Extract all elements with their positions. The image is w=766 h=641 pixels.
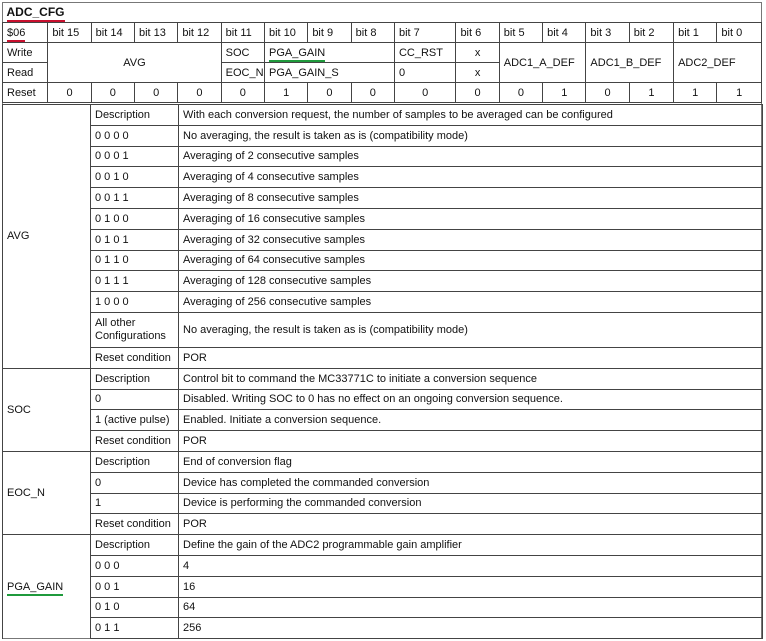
reset-value: 1 [674,83,717,103]
desc-key: All other Configurations [91,312,179,347]
bit-header: bit 5 [499,23,542,43]
bit-header: bit 13 [135,23,178,43]
field-name-soc: SOC [3,368,91,451]
desc-key: Description [91,368,179,389]
desc-key: 0 0 0 [91,555,179,576]
reset-value: 1 [717,83,762,103]
reset-value: 1 [543,83,586,103]
desc-key: 0 1 0 [91,597,179,618]
desc-value: No averaging, the result is taken as is (compatibility mode) [179,125,763,146]
pga-gain-row [3,535,763,556]
bit-header: bit 15 [48,23,91,43]
desc-key: Reset condition [91,431,179,452]
reset-value: 0 [178,83,221,103]
desc-value: 64 [179,597,763,618]
desc-value: Averaging of 32 consecutive samples [179,229,763,250]
desc-value: Define the gain of the ADC2 programmable gain amplifier [179,535,763,556]
reset-value: 0 [499,83,542,103]
soc-row [3,368,763,389]
field-adc1-b-def: ADC1_B_DEF [586,43,674,83]
register-name: ADC_CFG [7,5,65,22]
desc-key: 0 1 1 [91,618,179,639]
desc-key: 0 1 1 1 [91,271,179,292]
desc-value: POR [179,431,763,452]
desc-key: 0 1 0 1 [91,229,179,250]
desc-value: Averaging of 64 consecutive samples [179,250,763,271]
desc-value: Averaging of 2 consecutive samples [179,146,763,167]
field-name-pga-gain: PGA_GAIN [7,581,63,596]
desc-value: Enabled. Initiate a conversion sequence. [179,410,763,431]
reset-value: 0 [91,83,134,103]
desc-value: Disabled. Writing SOC to 0 has no effect on an ongoing conversion sequence. [179,389,763,410]
reset-value: 0 [135,83,178,103]
field-cc-rst-read: 0 [394,63,455,83]
desc-value: End of conversion flag [179,451,763,472]
desc-value: Averaging of 4 consecutive samples [179,167,763,188]
write-label: Write [3,43,48,63]
bit-header: bit 9 [308,23,351,43]
reset-value: 0 [221,83,264,103]
desc-value: Averaging of 8 consecutive samples [179,188,763,209]
bit-header: bit 2 [629,23,673,43]
bit-header: bit 8 [351,23,394,43]
field-eoc-n: EOC_N [221,63,264,83]
desc-value: 4 [179,555,763,576]
field-cc-rst: CC_RST [394,43,455,63]
desc-key: 0 0 0 1 [91,146,179,167]
eoc-n-row [3,451,763,472]
bit-header: bit 10 [264,23,307,43]
desc-key: 0 [91,389,179,410]
reset-value: 0 [394,83,455,103]
write-row [3,43,762,63]
desc-key: Description [91,105,179,126]
bit-header: bit 11 [221,23,264,43]
field-name-eoc-n: EOC_N [3,451,91,534]
desc-value: No averaging, the result is taken as is (compatibility mode) [179,312,763,347]
reset-value: 0 [308,83,351,103]
desc-key: 0 1 0 0 [91,208,179,229]
bit-header: bit 1 [674,23,717,43]
bit-header: bit 3 [586,23,629,43]
bit-header: bit 7 [394,23,455,43]
reset-value: 0 [456,83,499,103]
reset-value: 1 [264,83,307,103]
desc-value: 16 [179,576,763,597]
bit-header: bit 0 [717,23,762,43]
desc-value: Device has completed the commanded conversion [179,472,763,493]
desc-key: Reset condition [91,514,179,535]
desc-key: 0 0 1 0 [91,167,179,188]
field-pga-gain-s: PGA_GAIN_S [264,63,394,83]
desc-key: 1 0 0 0 [91,292,179,313]
read-label: Read [3,63,48,83]
field-description-table [2,104,763,639]
register-address: $06 [7,27,25,42]
desc-value: POR [179,347,763,368]
bit-header: bit 12 [178,23,221,43]
field-soc: SOC [221,43,264,63]
reset-row [3,83,762,103]
field-bit6-read: x [456,63,499,83]
desc-key: 0 0 1 1 [91,188,179,209]
bit-header: bit 4 [543,23,586,43]
bit-header: bit 6 [456,23,499,43]
field-adc1-a-def: ADC1_A_DEF [499,43,586,83]
desc-value: Averaging of 128 consecutive samples [179,271,763,292]
desc-key: 1 [91,493,179,514]
bit-header: bit 14 [91,23,134,43]
field-avg: AVG [48,43,221,83]
desc-value: With each conversion request, the number of samples to be averaged can be configured [179,105,763,126]
desc-key: Description [91,535,179,556]
bit-header-row [3,23,762,43]
reset-value: 0 [351,83,394,103]
field-adc2-def: ADC2_DEF [674,43,762,83]
desc-value: Control bit to command the MC33771C to initiate a conversion sequence [179,368,763,389]
desc-key: 0 0 0 0 [91,125,179,146]
reset-label: Reset [3,83,48,103]
field-name-avg: AVG [3,105,91,369]
desc-value: Device is performing the commanded conversion [179,493,763,514]
desc-key: 0 1 1 0 [91,250,179,271]
reset-value: 0 [48,83,91,103]
desc-value: Averaging of 256 consecutive samples [179,292,763,313]
field-bit6-write: x [456,43,499,63]
desc-key: Reset condition [91,347,179,368]
avg-row [3,105,763,126]
desc-value: Averaging of 16 consecutive samples [179,208,763,229]
reset-value: 1 [629,83,673,103]
desc-value: POR [179,514,763,535]
desc-value: 256 [179,618,763,639]
desc-key: 0 0 1 [91,576,179,597]
reset-value: 0 [586,83,629,103]
desc-key: 0 [91,472,179,493]
desc-key: Description [91,451,179,472]
field-pga-gain: PGA_GAIN [269,47,325,62]
desc-key: 1 (active pulse) [91,410,179,431]
register-bitmap-table [2,2,762,103]
